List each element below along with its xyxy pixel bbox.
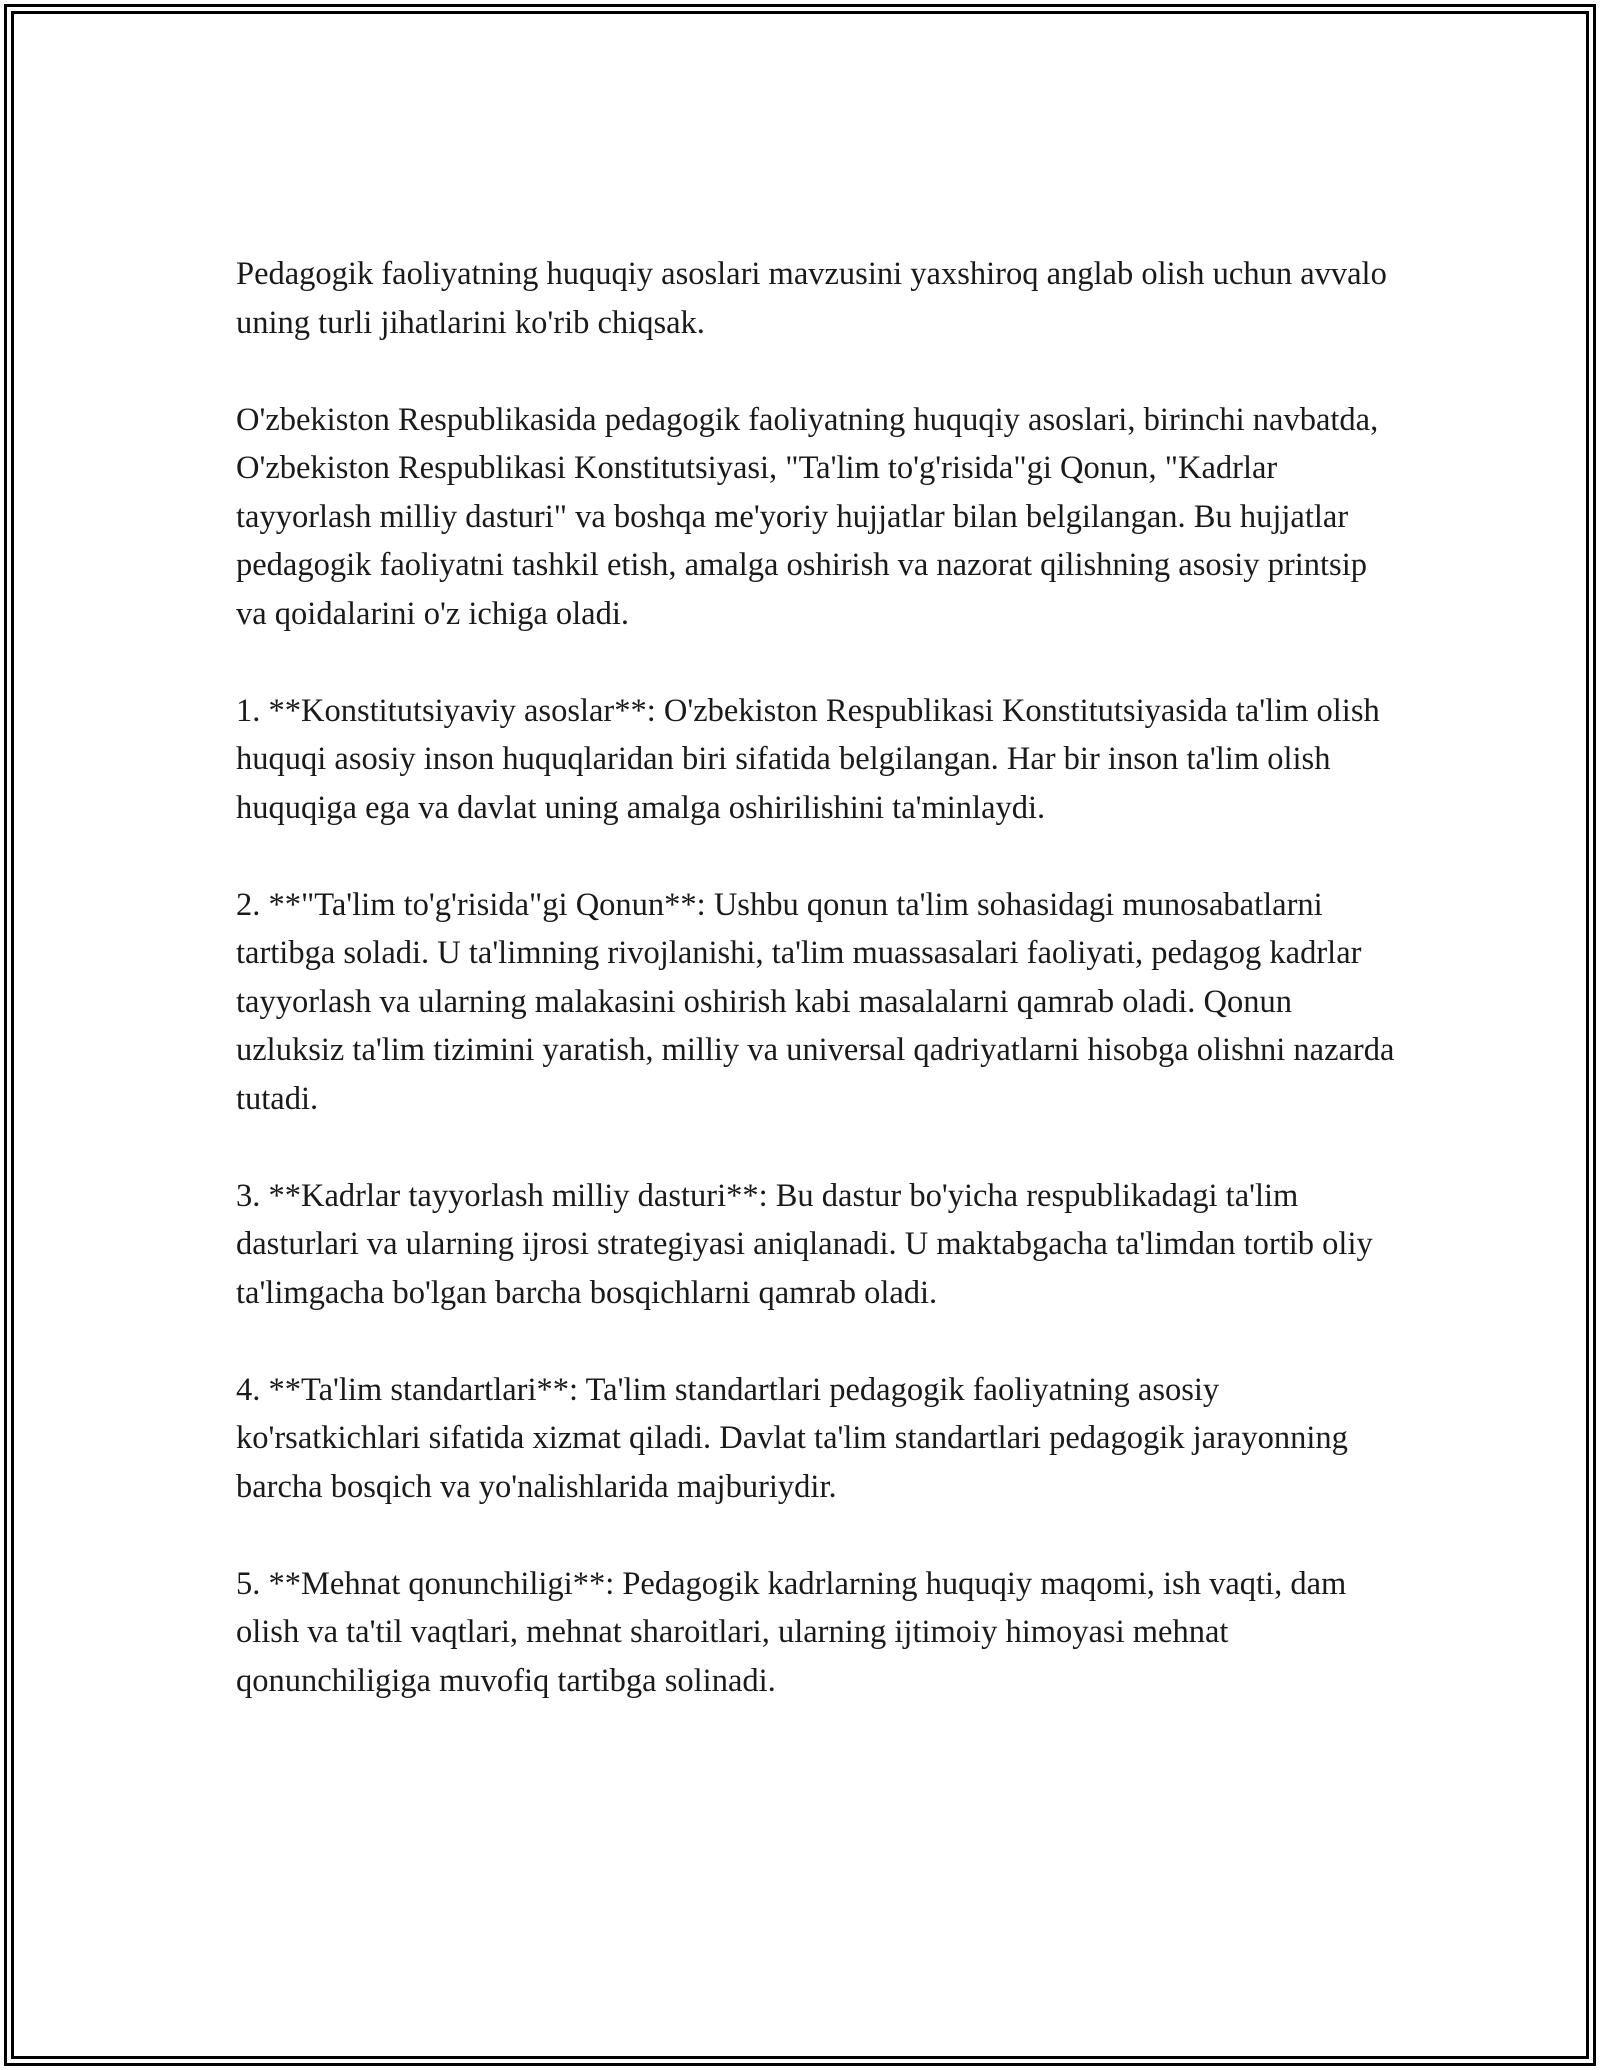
legal-basis-paragraph: O'zbekiston Respublikasida pedagogik faoliyatning huquqiy asoslari, birinchi navbatda, O'zbekiston Respublikasi Konstitutsiyasi, "Ta'lim to'g'risida"gi Qonun, "Kadrlar tayyorlash milliy dasturi" va boshqa me'yoriy hujjatlar bilan belgilangan. Bu hujjatlar pedagogik faoliyatni tashkil etish, amalga oshirish va nazorat qilishning asosiy printsip va qoidalarini o'z ichiga oladi. (236, 401, 1379, 632)
intro-paragraph: Pedagogik faoliyatning huquqiy asoslari mavzusini yaxshiroq anglab olish uchun avvalo uning turli jihatlarini ko'rib chiqsak. (236, 256, 1387, 341)
list-item-education-standards: 4. **Ta'lim standartlari**: Ta'lim standartlari pedagogik faoliyatning asosiy ko'rsatkichlari sifatida xizmat qiladi. Davlat ta'lim standartlari pedagogik jarayonning barcha bosqich va yo'nalishlarida majburiydir. (236, 1371, 1348, 1505)
list-item-personnel-program: 3. **Kadrlar tayyorlash milliy dasturi**: Bu dastur bo'yicha respublikadagi ta'lim dasturlari va ularning ijrosi strategiyasi aniqlanadi. U maktabgacha ta'limdan tortib oliy ta'limgacha bo'lgan barcha bosqichlarni qamrab oladi. (236, 1177, 1373, 1311)
list-item-labor-law: 5. **Mehnat qonunchiligi**: Pedagogik kadrlarning huquqiy maqomi, ish vaqti, dam olish va ta'til vaqtlari, mehnat sharoitlari, ularning ijtimoiy himoyasi mehnat qonunchiligiga muvofiq tartibga solinadi. (236, 1565, 1347, 1699)
document-body (236, 250, 1396, 1754)
list-item-education-law: 2. **"Ta'lim to'g'risida"gi Qonun**: Ushbu qonun ta'lim sohasidagi munosabatlarni tartibga soladi. U ta'limning rivojlanishi, ta'lim muassasalari faoliyati, pedagog kadrlar tayyorlash va ularning malakasini oshirish kabi masalalarni qamrab oladi. Qonun uzluksiz ta'lim tizimini yaratish, milliy va universal qadriyatlarni hisobga olishni nazarda tutadi. (236, 886, 1395, 1117)
list-item-constitution: 1. **Konstitutsiyaviy asoslar**: O'zbekiston Respublikasi Konstitutsiyasida ta'lim olish huquqi asosiy inson huquqlaridan biri sifatida belgilangan. Har bir inson ta'lim olish huquqiga ega va davlat uning amalga oshirilishini ta'minlaydi. (236, 692, 1380, 826)
